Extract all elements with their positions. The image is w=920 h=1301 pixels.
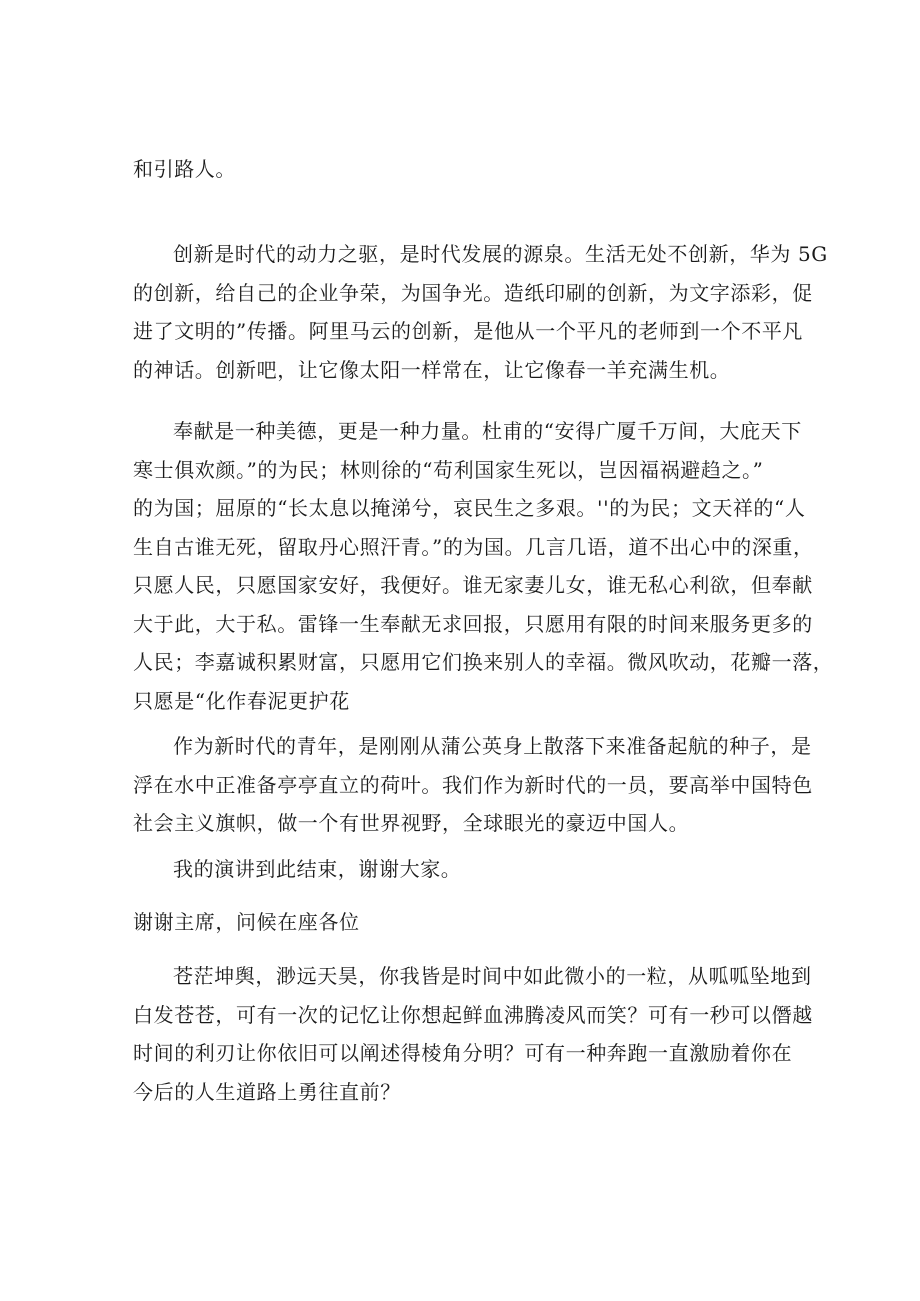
text-line: 奉献是一种美德，更是一种力量。杜甫的“安得广厦千万间，大庇天下 [173,419,802,443]
text-line: 大于此，大于私。雷锋一生奉献无求回报，只愿用有限的时间来服务更多的 [133,611,813,636]
paragraph-dedication [133,412,834,720]
text-line: 今后的人生道路上勇往直前？ [133,1079,401,1104]
paragraph-innovation [133,235,828,389]
text-line: 作为新时代的青年，是刚刚从蒲公英身上散落下来准备起航的种子，是 [173,734,812,758]
paragraph-time [133,957,813,1111]
text-line: 和引路人。 [133,157,236,181]
text-line: 社会主义旗帜，做一个有世界视野，全球眼光的豪迈中国人。 [133,811,690,835]
paragraph-greeting [133,903,795,942]
paragraph-closing-fragment [133,150,795,189]
text-line: 谢谢主席，问候在座各位 [133,910,360,934]
text-line: 人民；李嘉诚积累财富，只愿用它们换来别人的幸福。微风吹动，花瓣一落， [133,650,834,674]
text-line: 浮在水中正准备亭亭直立的荷叶。我们作为新时代的一员，要高举中国特色 [133,772,813,797]
text-line: 的为国；屈原的“长太息以掩涕兮，哀民生之多艰。''的为民；文天祥的“人 [133,496,806,520]
paragraph-youth [133,727,813,843]
paragraph-speech-end [133,850,795,889]
text-line: 的创新，给自己的企业争荣，为国争光。造纸印刷的创新，为文字添彩，促 [133,280,813,305]
text-line: 只愿是“化作春泥更护花 [133,688,350,713]
text-line: 进了文明的”传播。阿里马云的创新，是他从一个平凡的老师到一个不平凡 [133,319,804,343]
text-line: 只愿人民，只愿国家安好，我便好。谁无家妻儿女，谁无私心利欲，但奉献 [133,573,813,597]
text-line: 的神话。创新吧，让它像太阳一样常在，让它像春一羊充满生机。 [133,357,731,382]
text-line: 创新是时代的动力之驱，是时代发展的源泉。生活无处不创新，华为 5G [173,242,828,266]
text-line: 苍茫坤舆，渺远天昊，你我皆是时间中如此微小的一粒，从呱呱坠地到 [173,964,812,988]
text-line: 白发苍苍，可有一次的记忆让你想起鲜血沸腾凌风而笑？可有一秒可以僭越 [133,1002,813,1027]
text-line: 生自古谁无死，留取丹心照汗青。”的为国。几言几语，道不出心中的深重， [133,534,814,559]
text-line: 时间的利刃让你依旧可以阐述得棱角分明？可有一种奔跑一直激励着你在 [133,1041,793,1065]
text-line: 寒士俱欢颜。”的为民；林则徐的“苟利国家生死以，岂因福祸避趋之。” [133,457,764,482]
text-line: 我的演讲到此结束，谢谢大家。 [173,857,462,881]
